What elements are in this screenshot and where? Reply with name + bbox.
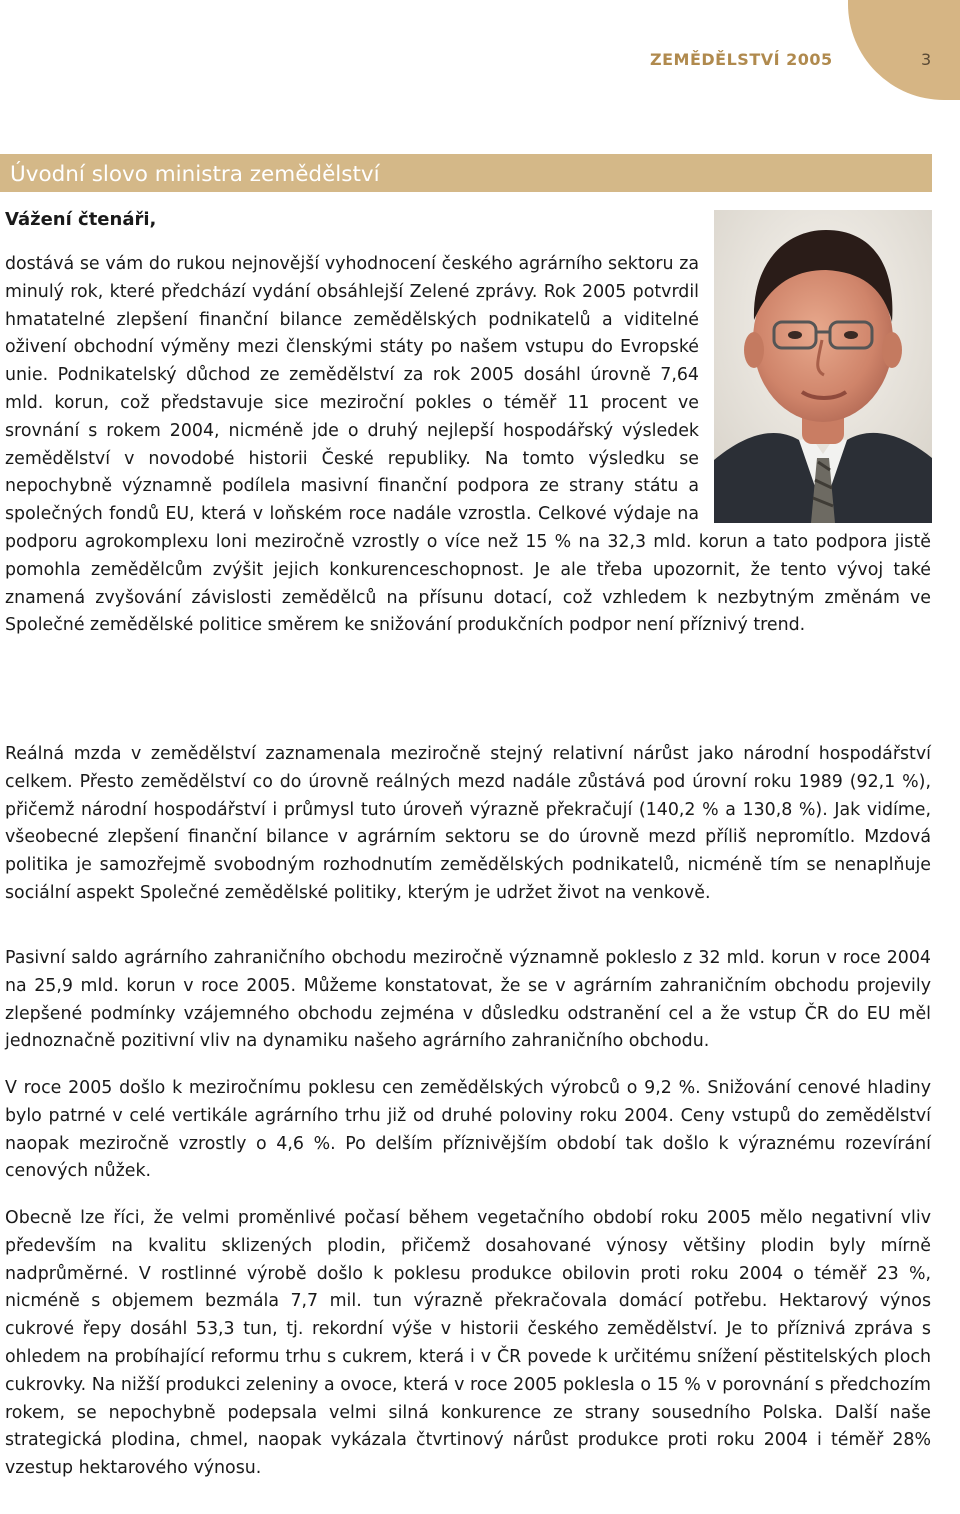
page-number: 3: [921, 50, 932, 69]
running-header-title: ZEMĚDĚLSTVÍ 2005: [650, 50, 833, 69]
page-corner-tab: [848, 0, 960, 100]
paragraph-intro-text: dostává se vám do rukou nejnovější vyhodnocení českého agrárního sektoru za minulý rok, které předchází vydání obsáhlejší Zelené zprávy. Rok 2005 potvrdil hmatatelné zlepšení finanční bilance zemědělských podnikatelů a viditelné oživení obchodní výměny mezi členskými státy po našem vstupu do Evropské unie. Podnikatelský důchod ze zemědělství za rok 2005 dosáhl úrovně 7,64 mld. korun, což představuje sice meziroční pokles o téměř 11 procent ve srovnání s rokem 2004, nicméně jde o druhý nejlepší hospodářský výsledek zemědělství v novodobé historii České republiky. Na tomto výsledku se nepochybně významně podílela masivní finanční podpora ze strany státu a společných fondů EU, která v loňském roce nadále vzrostla. Celkové výdaje na podporu agrokomplexu loni meziročně vzrostly o více než 15 % na 32,3 mld. korun a tato podpora jistě pomohla zemědělcům zvýšit jejich konkurenceschopnost. Je ale třeba upozornit, že tento vývoj také znamená zvyšování závislosti zemědělců na přísunu dotací, což vzhledem k nezbytným změnám ve Společné zemědělské politice směrem ke snižování produkčních podpor není příznivý trend.: [5, 254, 931, 636]
photo-wrap-spacer: [699, 251, 931, 519]
paragraph-intro: [5, 251, 931, 640]
paragraph-trade: Pasivní saldo agrárního zahraničního obchodu meziročně významně pokleslo z 32 mld. korun v roce 2004 na 25,9 mld. korun v roce 2005. Můžeme konstatovat, že se v agrárním zahraničním obchodu projevily zlepšené podmínky vzájemného obchodu zejména v důsledku odstranění cel a že vstup ČR do EU měl jednoznačně pozitivní vliv na dynamiku našeho agrárního zahraničního obchodu.: [5, 948, 931, 1052]
paragraph-prices: V roce 2005 došlo k meziročnímu poklesu cen zemědělských výrobců o 9,2 %. Snižování cenové hladiny bylo patrné v celé vertikále agrárního trhu již od druhé poloviny roku 2004. Ceny vstupů do zemědělství naopak meziročně vzrostly o 4,6 %. Po delším příznivějším období tak došlo k výraznému rozevírání cenových nůžek.: [5, 1078, 931, 1182]
paragraph-wages: Reálná mzda v zemědělství zaznamenala meziročně stejný relativní nárůst jako národní hospodářství celkem. Přesto zemědělství co do úrovně reálných mezd nadále zůstává pod úrovní roku 1989 (92,1 %), přičemž národní hospodářství i průmysl tuto úroveň výrazně překračují (140,2 % a 130,8 %). Jak vidíme, všeobecné zlepšení finanční bilance v agrárním sektoru se do úrovně mezd příliš nepromítlo. Mzdová politika je samozřejmě svobodným rozhodnutím zemědělských podnikatelů, nicméně tím se nenaplňuje sociální aspekt Společné zemědělské politiky, kterým je udržet život na venkově.: [5, 744, 931, 903]
section-heading-band: [0, 154, 932, 192]
section-title: Úvodní slovo ministra zemědělství: [10, 162, 380, 187]
paragraph-crops: Obecně lze říci, že velmi proměnlivé počasí během vegetačního období roku 2005 mělo negativní vliv především na kvalitu sklizených plodin, přičemž dosahované výnosy většiny plodin byly mírně nadprůměrné. V rostlinné výrobě došlo k poklesu produkce obilovin proti roku 2004 o téměř 23 %, nicméně s objemem bezmála 7,7 mil. tun výrazně překračovala domácí potřebu. Hektarový výnos cukrové řepy dosáhl 53,3 tun, tj. rekordní výše v historii českého zemědělství. Je to příznivá zpráva s ohledem na probíhající reformu trhu s cukrem, která i v ČR povede k určitému snížení pěstitelských ploch cukrovky. Na nižší produkci zeleniny a ovoce, která v roce 2005 poklesla o 15 % v porovnání s předchozím rokem, se nepochybně podepsala velmi silná konkurence ze strany sousedního Polska. Další naše strategická plodina, chmel, naopak vykázala čtvrtinový nárůst produkce proti roku 2004 i téměř 28% vzestup hektarového výnosu.: [5, 1208, 931, 1479]
salutation: Vážení čtenáři,: [5, 209, 157, 230]
